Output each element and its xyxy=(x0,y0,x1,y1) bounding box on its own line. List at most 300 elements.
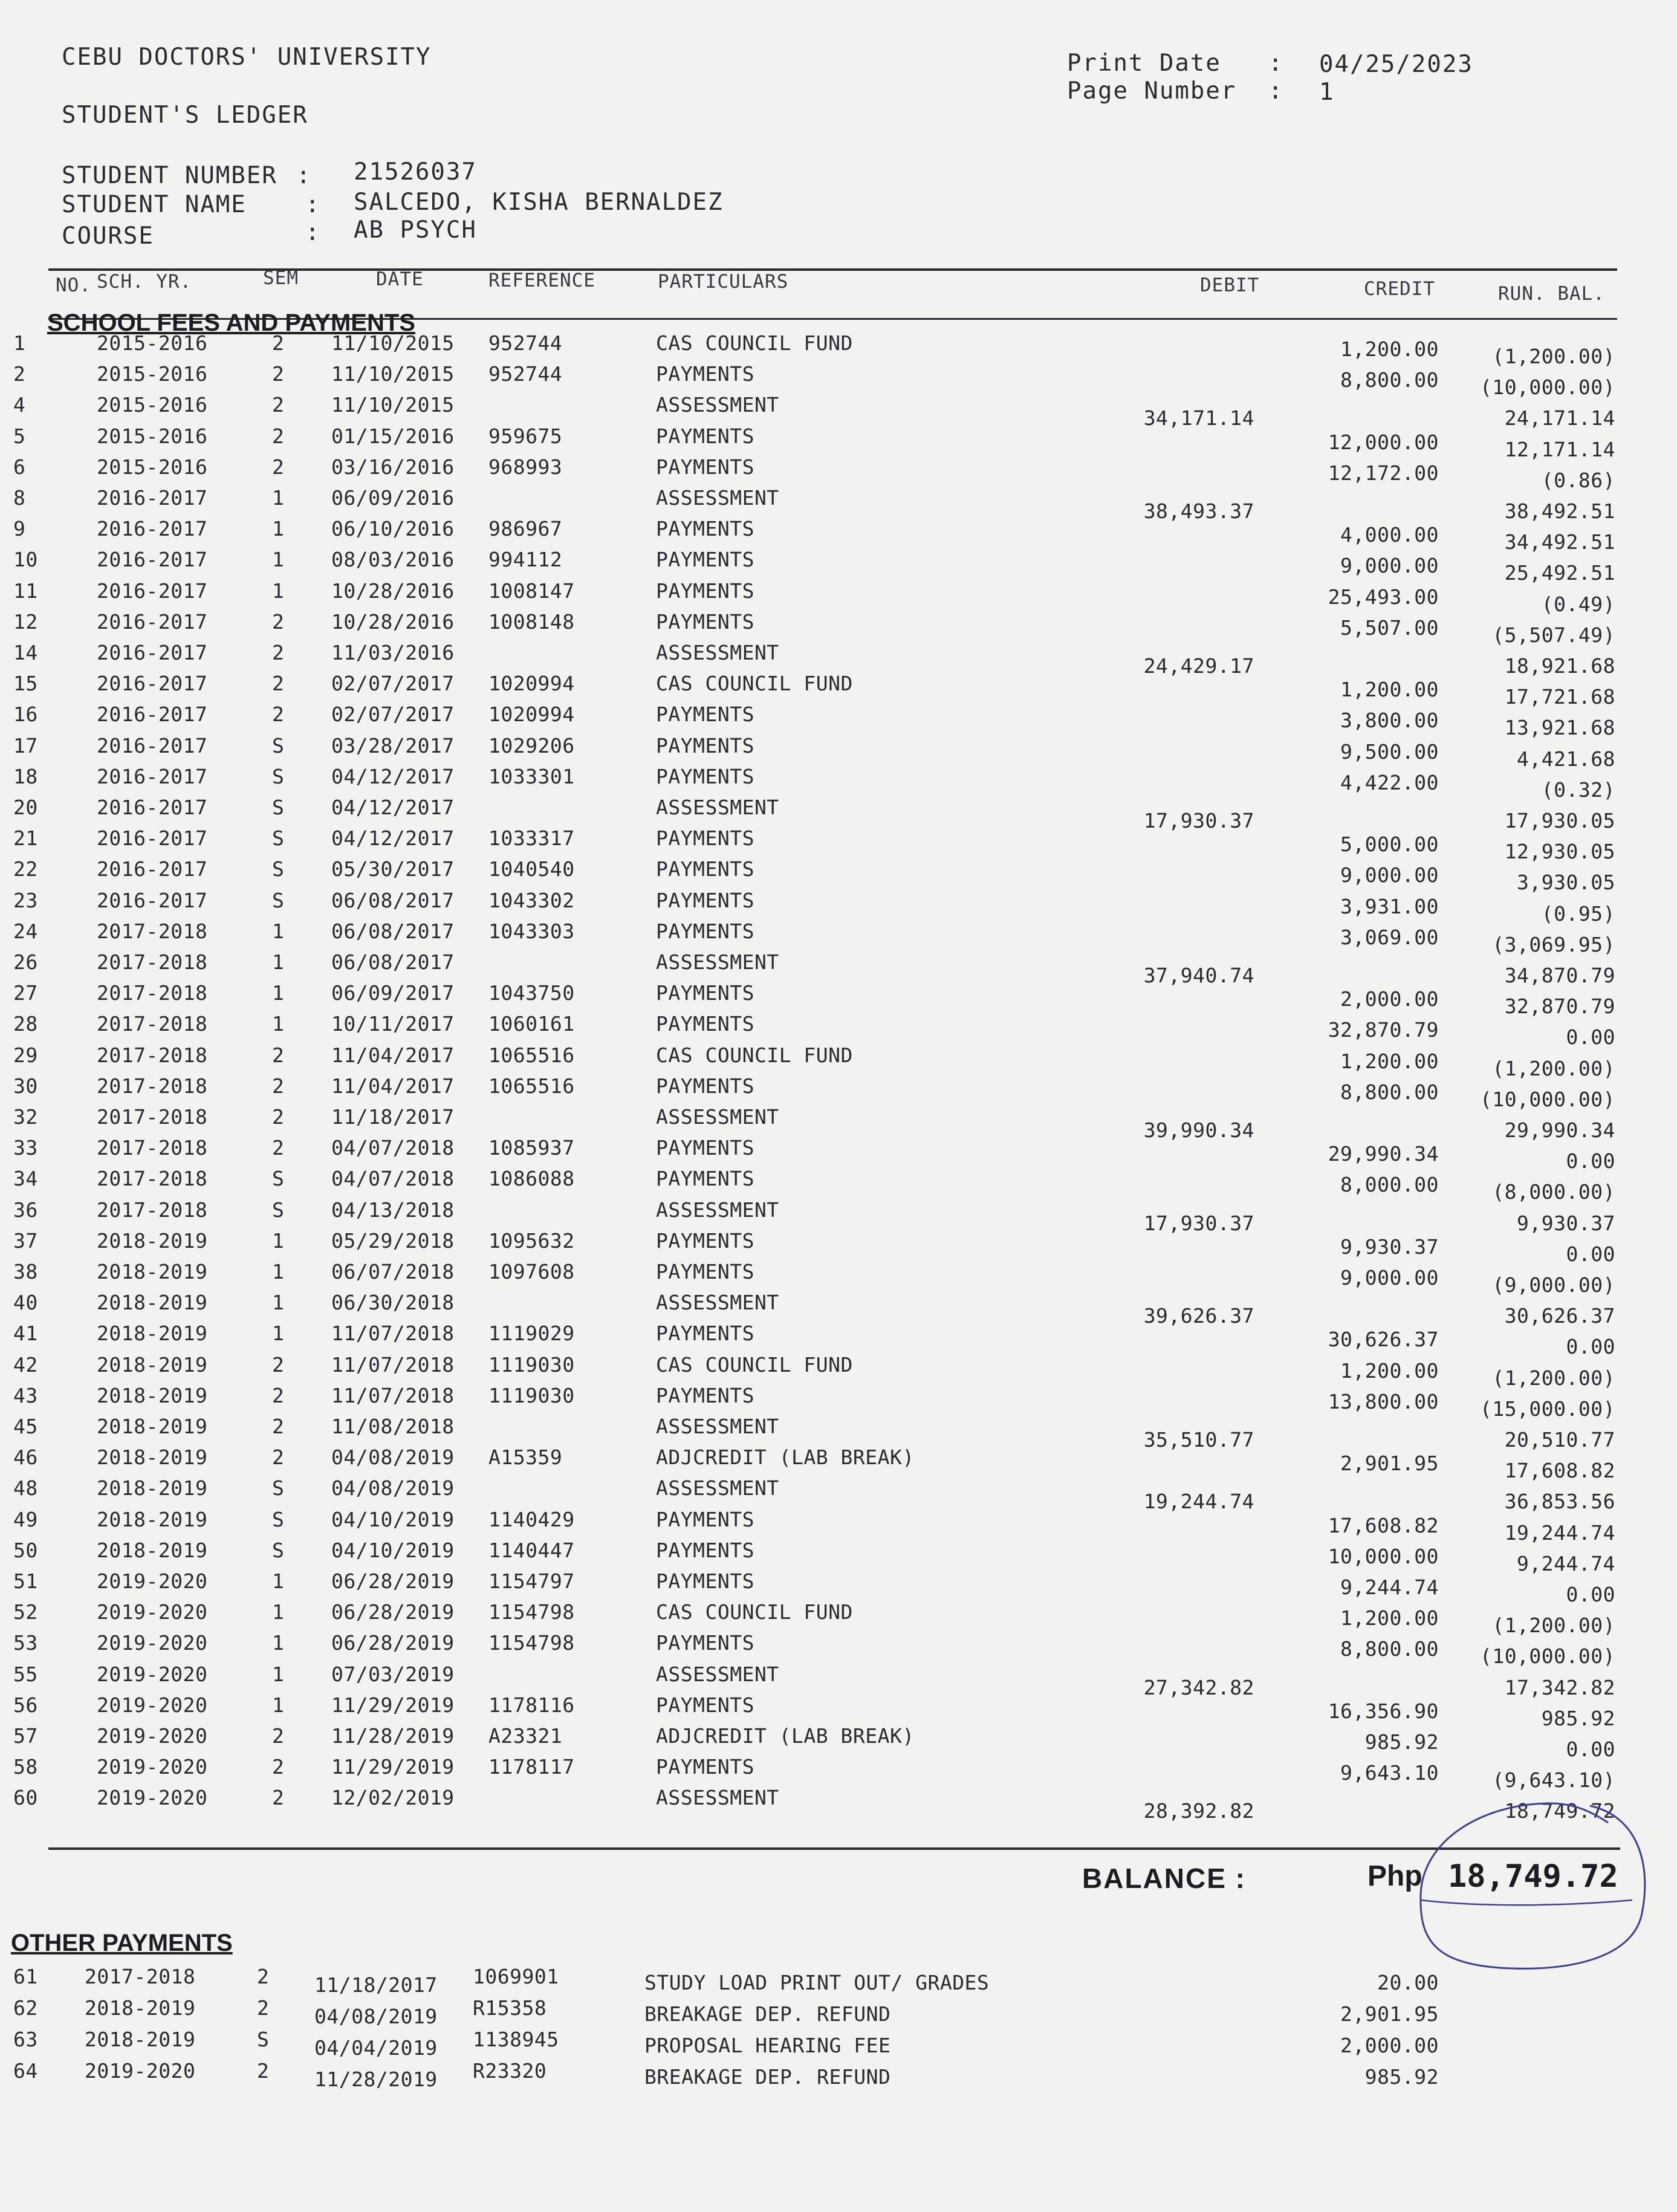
table-row xyxy=(0,455,1677,492)
table-row xyxy=(0,1105,1677,1142)
row-particulars: PAYMENTS xyxy=(656,1538,754,1562)
row-running-balance: 38,492.51 xyxy=(1504,499,1615,523)
row-particulars: PAYMENTS xyxy=(656,1569,754,1593)
row-running-balance: (1,200.00) xyxy=(1492,1056,1615,1080)
row-semester: 1 xyxy=(272,950,285,974)
row-running-balance: 25,492.51 xyxy=(1504,561,1615,585)
table-row xyxy=(0,1631,1677,1669)
table-row xyxy=(0,609,1677,647)
row-particulars: PAYMENTS xyxy=(656,424,754,448)
other-row-amount: 2,000.00 xyxy=(1340,2034,1439,2057)
row-reference: 1040540 xyxy=(488,857,575,881)
row-semester: 2 xyxy=(272,1755,285,1779)
row-school-year: 2016-2017 xyxy=(97,796,208,819)
row-running-balance: (0.49) xyxy=(1541,592,1615,616)
row-credit: 32,870.79 xyxy=(1328,1018,1439,1042)
student-number-value: 21526037 xyxy=(354,158,477,186)
row-credit: 8,800.00 xyxy=(1340,368,1439,392)
row-reference: 1043750 xyxy=(488,981,575,1005)
row-school-year: 2019-2020 xyxy=(97,1755,208,1779)
row-number: 18 xyxy=(13,764,38,788)
row-semester: 2 xyxy=(272,1786,285,1810)
page-number-label: Page Number xyxy=(1067,77,1237,105)
table-row xyxy=(0,733,1677,771)
row-running-balance: 18,749.72 xyxy=(1504,1799,1615,1823)
row-semester: S xyxy=(272,888,285,912)
row-running-balance: (9,000.00) xyxy=(1492,1273,1615,1297)
row-reference: 1086088 xyxy=(488,1167,575,1191)
row-running-balance: (0.32) xyxy=(1541,777,1615,802)
row-school-year: 2017-2018 xyxy=(97,981,208,1005)
table-row xyxy=(0,1136,1677,1173)
table-row xyxy=(0,1291,1677,1328)
row-reference: 1178117 xyxy=(488,1755,575,1779)
row-particulars: PAYMENTS xyxy=(656,981,754,1005)
balance-label: BALANCE : xyxy=(1082,1863,1246,1894)
row-school-year: 2018-2019 xyxy=(97,1445,208,1470)
row-semester: S xyxy=(272,1538,285,1562)
other-row-particulars: STUDY LOAD PRINT OUT/ GRADES xyxy=(644,1971,990,1994)
row-number: 10 xyxy=(13,548,38,572)
table-row xyxy=(0,1755,1677,1792)
row-particulars: PAYMENTS xyxy=(656,1383,754,1407)
row-running-balance: 29,990.34 xyxy=(1504,1118,1615,1142)
row-semester: 2 xyxy=(272,362,285,386)
other-row-semester: S xyxy=(257,2028,270,2051)
row-particulars: ASSESSMENT xyxy=(656,796,779,819)
print-date-value: 04/25/2023 xyxy=(1319,51,1473,78)
row-date: 11/10/2015 xyxy=(331,331,455,355)
row-credit: 9,930.37 xyxy=(1340,1234,1439,1259)
row-school-year: 2016-2017 xyxy=(97,609,208,634)
table-row xyxy=(0,1167,1677,1204)
page-number-sep: : xyxy=(1268,77,1284,105)
row-reference: 968993 xyxy=(488,455,563,479)
row-running-balance: 17,721.68 xyxy=(1504,685,1615,709)
row-number: 32 xyxy=(13,1105,38,1129)
row-running-balance: (10,000.00) xyxy=(1479,1087,1615,1111)
row-date: 04/07/2018 xyxy=(331,1167,455,1191)
row-reference: 952744 xyxy=(488,362,563,386)
row-date: 02/07/2017 xyxy=(331,672,455,696)
row-running-balance: (0.95) xyxy=(1541,901,1615,926)
row-date: 06/28/2019 xyxy=(331,1569,455,1593)
row-reference: 1154797 xyxy=(488,1569,575,1593)
row-reference: 1043303 xyxy=(488,919,575,943)
row-semester: S xyxy=(272,733,285,757)
row-date: 04/13/2018 xyxy=(331,1198,455,1222)
row-credit: 1,200.00 xyxy=(1340,1358,1439,1383)
table-row xyxy=(0,919,1677,956)
row-semester: 2 xyxy=(272,1074,285,1098)
row-running-balance: 17,930.05 xyxy=(1504,809,1615,832)
row-number: 20 xyxy=(13,796,38,819)
row-particulars: PAYMENTS xyxy=(656,888,754,912)
other-row-date: 04/08/2019 xyxy=(314,2005,438,2028)
row-school-year: 2019-2020 xyxy=(97,1631,208,1655)
row-debit: 37,940.74 xyxy=(1143,964,1254,987)
row-reference: 1065516 xyxy=(488,1074,575,1098)
row-running-balance: (10,000.00) xyxy=(1479,1644,1615,1669)
row-date: 06/08/2017 xyxy=(331,950,455,974)
row-credit: 29,990.34 xyxy=(1328,1142,1439,1166)
row-semester: 1 xyxy=(272,1693,285,1717)
row-particulars: ASSESSMENT xyxy=(656,1198,779,1222)
row-running-balance: 34,870.79 xyxy=(1504,964,1615,987)
table-row xyxy=(0,1198,1677,1235)
row-school-year: 2018-2019 xyxy=(97,1228,208,1253)
row-running-balance: 20,510.77 xyxy=(1504,1428,1615,1451)
row-credit: 17,608.82 xyxy=(1328,1513,1439,1537)
other-payment-row xyxy=(0,2028,1677,2058)
row-semester: 1 xyxy=(272,1322,285,1346)
row-running-balance: 12,930.05 xyxy=(1504,840,1615,864)
row-date: 11/07/2018 xyxy=(331,1352,455,1377)
row-credit: 1,200.00 xyxy=(1340,1049,1439,1073)
row-credit: 30,626.37 xyxy=(1328,1328,1439,1352)
row-number: 41 xyxy=(13,1322,38,1346)
row-date: 11/10/2015 xyxy=(331,393,455,417)
table-row xyxy=(0,1507,1677,1545)
other-row-semester: 2 xyxy=(257,1965,270,1988)
student-number-sep: : xyxy=(296,162,312,189)
row-semester: 2 xyxy=(272,1043,285,1067)
table-row xyxy=(0,888,1677,926)
row-date: 10/11/2017 xyxy=(331,1012,455,1036)
row-particulars: PAYMENTS xyxy=(656,1012,754,1036)
row-school-year: 2016-2017 xyxy=(97,733,208,757)
other-row-amount: 20.00 xyxy=(1377,1971,1439,1994)
row-date: 10/28/2016 xyxy=(331,579,455,603)
row-particulars: ADJCREDIT (LAB BREAK) xyxy=(656,1445,915,1470)
row-school-year: 2017-2018 xyxy=(97,1167,208,1191)
row-date: 06/10/2016 xyxy=(331,517,455,541)
row-school-year: 2016-2017 xyxy=(97,888,208,912)
row-date: 02/07/2017 xyxy=(331,702,455,727)
table-bottom-rule xyxy=(48,1847,1620,1850)
row-running-balance: 12,171.14 xyxy=(1504,437,1615,461)
table-row xyxy=(0,1569,1677,1606)
other-row-school-year: 2018-2019 xyxy=(85,1996,196,2020)
row-particulars: CAS COUNCIL FUND xyxy=(656,331,853,355)
row-running-balance: (5,507.49) xyxy=(1492,623,1615,647)
row-running-balance: 9,244.74 xyxy=(1517,1551,1615,1575)
row-particulars: PAYMENTS xyxy=(656,1755,754,1779)
row-reference: 1020994 xyxy=(488,702,575,727)
table-row xyxy=(0,826,1677,864)
other-row-particulars: PROPOSAL HEARING FEE xyxy=(644,2034,891,2057)
row-school-year: 2018-2019 xyxy=(97,1291,208,1315)
table-row xyxy=(0,1445,1677,1483)
row-debit: 24,429.17 xyxy=(1143,654,1254,678)
row-semester: S xyxy=(272,1476,285,1500)
row-reference: 1178116 xyxy=(488,1693,575,1717)
row-semester: 2 xyxy=(272,1724,285,1748)
row-date: 06/07/2018 xyxy=(331,1260,455,1283)
row-particulars: ASSESSMENT xyxy=(656,641,779,664)
table-row xyxy=(0,331,1677,368)
row-date: 06/30/2018 xyxy=(331,1291,455,1315)
row-reference: 1097608 xyxy=(488,1260,575,1283)
row-running-balance: 0.00 xyxy=(1566,1335,1615,1359)
row-school-year: 2017-2018 xyxy=(97,1136,208,1160)
row-credit: 8,800.00 xyxy=(1340,1637,1439,1661)
row-particulars: CAS COUNCIL FUND xyxy=(656,672,853,696)
row-school-year: 2019-2020 xyxy=(97,1693,208,1717)
row-semester: 2 xyxy=(272,672,285,696)
row-semester: 2 xyxy=(272,702,285,727)
row-date: 07/03/2019 xyxy=(331,1662,455,1686)
col-particulars: PARTICULARS xyxy=(658,271,789,293)
table-row xyxy=(0,1322,1677,1359)
table-row xyxy=(0,1043,1677,1080)
row-number: 11 xyxy=(13,579,38,603)
row-reference: 1119030 xyxy=(488,1383,575,1407)
row-date: 11/29/2019 xyxy=(331,1693,455,1717)
student-name-sep: : xyxy=(305,191,321,218)
row-date: 04/10/2019 xyxy=(331,1507,455,1531)
row-credit: 25,493.00 xyxy=(1328,585,1439,609)
row-number: 8 xyxy=(13,486,26,510)
row-running-balance: 0.00 xyxy=(1566,1242,1615,1266)
row-number: 5 xyxy=(13,424,26,448)
row-running-balance: 0.00 xyxy=(1566,1149,1615,1173)
row-school-year: 2016-2017 xyxy=(97,486,208,510)
row-credit: 4,422.00 xyxy=(1340,770,1439,794)
row-school-year: 2015-2016 xyxy=(97,393,208,417)
student-name-value: SALCEDO, KISHA BERNALDEZ xyxy=(354,189,724,216)
row-number: 26 xyxy=(13,950,38,974)
row-semester: 2 xyxy=(272,1383,285,1407)
row-school-year: 2017-2018 xyxy=(97,1012,208,1036)
row-semester: S xyxy=(272,1167,285,1191)
row-date: 04/12/2017 xyxy=(331,796,455,819)
row-semester: 1 xyxy=(272,517,285,541)
row-semester: 2 xyxy=(272,1415,285,1438)
row-running-balance: 24,171.14 xyxy=(1504,406,1615,430)
row-number: 17 xyxy=(13,733,38,757)
row-number: 22 xyxy=(13,857,38,881)
row-school-year: 2019-2020 xyxy=(97,1724,208,1748)
row-particulars: ASSESSMENT xyxy=(656,1662,779,1686)
row-number: 1 xyxy=(13,331,26,355)
row-credit: 1,200.00 xyxy=(1340,337,1439,361)
row-credit: 3,069.00 xyxy=(1340,925,1439,949)
row-number: 48 xyxy=(13,1476,38,1500)
row-semester: 1 xyxy=(272,1228,285,1253)
col-credit: CREDIT xyxy=(1364,278,1435,300)
row-running-balance: (1,200.00) xyxy=(1492,1614,1615,1638)
row-school-year: 2018-2019 xyxy=(97,1352,208,1377)
row-date: 11/28/2019 xyxy=(331,1724,455,1748)
row-semester: 1 xyxy=(272,1631,285,1655)
table-row xyxy=(0,486,1677,523)
row-credit: 13,800.00 xyxy=(1328,1389,1439,1413)
row-semester: S xyxy=(272,796,285,819)
table-row xyxy=(0,1724,1677,1761)
row-semester: 2 xyxy=(272,609,285,634)
row-school-year: 2019-2020 xyxy=(97,1600,208,1624)
row-date: 12/02/2019 xyxy=(331,1786,455,1810)
row-particulars: ASSESSMENT xyxy=(656,486,779,510)
row-semester: 2 xyxy=(272,455,285,479)
section-title-fees: SCHOOL FEES AND PAYMENTS xyxy=(47,310,415,336)
row-semester: 2 xyxy=(272,393,285,417)
row-particulars: ASSESSMENT xyxy=(656,1786,779,1810)
row-debit: 38,493.37 xyxy=(1143,499,1254,523)
row-school-year: 2016-2017 xyxy=(97,672,208,696)
row-particulars: PAYMENTS xyxy=(656,919,754,943)
row-running-balance: 3,930.05 xyxy=(1517,871,1615,895)
row-running-balance: 36,853.56 xyxy=(1504,1490,1615,1514)
row-running-balance: (3,069.95) xyxy=(1492,932,1615,956)
row-date: 11/10/2015 xyxy=(331,362,455,386)
row-particulars: PAYMENTS xyxy=(656,1228,754,1253)
row-school-year: 2017-2018 xyxy=(97,919,208,943)
row-school-year: 2016-2017 xyxy=(97,579,208,603)
row-credit: 3,800.00 xyxy=(1340,709,1439,733)
row-particulars: PAYMENTS xyxy=(656,517,754,541)
row-school-year: 2017-2018 xyxy=(97,1198,208,1222)
row-school-year: 2018-2019 xyxy=(97,1415,208,1438)
row-semester: 2 xyxy=(272,1352,285,1377)
row-school-year: 2017-2018 xyxy=(97,1074,208,1098)
col-debit: DEBIT xyxy=(1200,274,1260,296)
other-row-particulars: BREAKAGE DEP. REFUND xyxy=(644,2002,891,2026)
row-reference: 1008147 xyxy=(488,579,575,603)
table-row xyxy=(0,1228,1677,1266)
row-reference: 1033317 xyxy=(488,826,575,851)
other-row-school-year: 2019-2020 xyxy=(85,2059,196,2083)
table-row xyxy=(0,1693,1677,1730)
row-particulars: CAS COUNCIL FUND xyxy=(656,1352,853,1377)
row-number: 30 xyxy=(13,1074,38,1098)
row-running-balance: 30,626.37 xyxy=(1504,1304,1615,1328)
table-row xyxy=(0,424,1677,461)
row-school-year: 2016-2017 xyxy=(97,857,208,881)
section-title-other: OTHER PAYMENTS xyxy=(11,1930,233,1956)
row-credit: 2,000.00 xyxy=(1340,987,1439,1011)
row-semester: 2 xyxy=(272,424,285,448)
row-date: 03/16/2016 xyxy=(331,455,455,479)
student-name-label: STUDENT NAME xyxy=(62,191,247,218)
row-semester: 2 xyxy=(272,331,285,355)
row-reference: 1140447 xyxy=(488,1538,575,1562)
row-school-year: 2018-2019 xyxy=(97,1507,208,1531)
row-date: 04/12/2017 xyxy=(331,826,455,851)
row-reference: 1119030 xyxy=(488,1352,575,1377)
row-credit: 12,172.00 xyxy=(1328,461,1439,485)
row-number: 2 xyxy=(13,362,26,386)
row-credit: 5,507.00 xyxy=(1340,615,1439,640)
row-date: 06/09/2017 xyxy=(331,981,455,1005)
row-particulars: PAYMENTS xyxy=(656,1074,754,1098)
row-running-balance: 985.92 xyxy=(1541,1706,1615,1730)
row-number: 55 xyxy=(13,1662,38,1686)
row-school-year: 2016-2017 xyxy=(97,764,208,788)
row-reference: A15359 xyxy=(488,1445,563,1470)
row-particulars: ASSESSMENT xyxy=(656,1105,779,1129)
table-row xyxy=(0,1538,1677,1575)
other-row-date: 04/04/2019 xyxy=(314,2036,438,2060)
row-date: 11/04/2017 xyxy=(331,1043,455,1067)
row-credit: 9,000.00 xyxy=(1340,1266,1439,1289)
row-number: 52 xyxy=(13,1600,38,1624)
row-date: 06/28/2019 xyxy=(331,1631,455,1655)
row-debit: 34,171.14 xyxy=(1143,406,1254,430)
row-reference: 1043302 xyxy=(488,888,575,912)
row-number: 29 xyxy=(13,1043,38,1067)
row-running-balance: (1,200.00) xyxy=(1492,345,1615,368)
row-school-year: 2015-2016 xyxy=(97,455,208,479)
row-reference: 1154798 xyxy=(488,1631,575,1655)
row-school-year: 2016-2017 xyxy=(97,548,208,572)
row-running-balance: 32,870.79 xyxy=(1504,994,1615,1019)
other-row-particulars: BREAKAGE DEP. REFUND xyxy=(644,2065,891,2089)
row-particulars: PAYMENTS xyxy=(656,1136,754,1160)
row-date: 04/10/2019 xyxy=(331,1538,455,1562)
row-credit: 10,000.00 xyxy=(1328,1544,1439,1568)
row-number: 21 xyxy=(13,826,38,851)
row-semester: 2 xyxy=(272,641,285,664)
row-number: 46 xyxy=(13,1445,38,1470)
row-semester: 1 xyxy=(272,579,285,603)
table-row xyxy=(0,1383,1677,1421)
row-number: 53 xyxy=(13,1631,38,1655)
other-row-reference: 1138945 xyxy=(473,2028,559,2051)
row-school-year: 2018-2019 xyxy=(97,1538,208,1562)
row-particulars: ASSESSMENT xyxy=(656,1291,779,1315)
row-number: 37 xyxy=(13,1228,38,1253)
row-school-year: 2017-2018 xyxy=(97,1043,208,1067)
row-credit: 1,200.00 xyxy=(1340,1606,1439,1630)
balance-currency: Php xyxy=(1367,1860,1422,1892)
balance-circle-mark xyxy=(1409,1798,1656,1980)
row-running-balance: 0.00 xyxy=(1566,1025,1615,1049)
other-row-number: 62 xyxy=(13,1996,38,2020)
row-running-balance: (9,643.10) xyxy=(1492,1768,1615,1792)
row-running-balance: 9,930.37 xyxy=(1517,1211,1615,1235)
row-number: 50 xyxy=(13,1538,38,1562)
row-credit: 2,901.95 xyxy=(1340,1451,1439,1476)
row-number: 57 xyxy=(13,1724,38,1748)
row-debit: 28,392.82 xyxy=(1143,1799,1254,1823)
row-credit: 9,244.74 xyxy=(1340,1575,1439,1599)
row-reference: 1119029 xyxy=(488,1322,575,1346)
table-row xyxy=(0,1074,1677,1111)
row-credit: 8,800.00 xyxy=(1340,1080,1439,1104)
row-reference: 986967 xyxy=(488,517,563,541)
row-semester: S xyxy=(272,764,285,788)
row-semester: 1 xyxy=(272,486,285,510)
row-date: 01/15/2016 xyxy=(331,424,455,448)
row-reference: 1020994 xyxy=(488,672,575,696)
row-number: 38 xyxy=(13,1260,38,1283)
row-credit: 9,000.00 xyxy=(1340,554,1439,578)
row-particulars: ASSESSMENT xyxy=(656,950,779,974)
row-number: 12 xyxy=(13,609,38,634)
row-school-year: 2015-2016 xyxy=(97,362,208,386)
row-number: 42 xyxy=(13,1352,38,1377)
row-particulars: PAYMENTS xyxy=(656,609,754,634)
row-running-balance: (10,000.00) xyxy=(1479,375,1615,400)
row-particulars: CAS COUNCIL FUND xyxy=(656,1043,853,1067)
row-running-balance: 13,921.68 xyxy=(1504,716,1615,740)
row-particulars: PAYMENTS xyxy=(656,362,754,386)
row-particulars: PAYMENTS xyxy=(656,1507,754,1531)
row-number: 9 xyxy=(13,517,26,541)
row-reference: 1065516 xyxy=(488,1043,575,1067)
